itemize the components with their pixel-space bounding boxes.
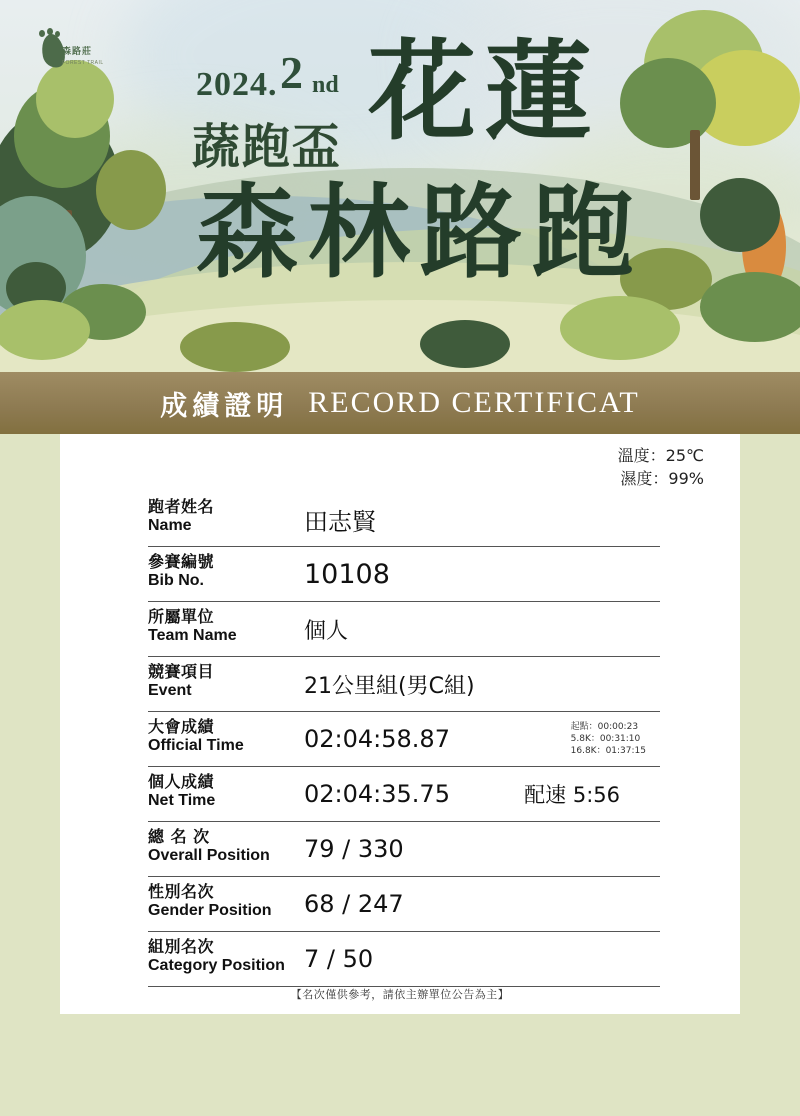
field-row-bib — [148, 547, 660, 602]
field-label-en: Bib No. — [148, 572, 204, 589]
field-label — [148, 663, 298, 705]
event-value: 21公里組(男C組) — [304, 673, 475, 699]
humidity-value: 濕度：99% — [620, 469, 704, 489]
field-label — [148, 828, 298, 870]
field-label — [148, 608, 298, 650]
split-16-8k: 16.8K：01:37:15 — [570, 746, 646, 757]
field-label-cn: 性別名次 — [148, 882, 215, 902]
field-label-en: Gender Position — [148, 902, 272, 919]
footnote-text: 【名次僅供參考，請依主辦單位公告為主】 — [290, 988, 510, 1001]
certificate-header-ribbon — [0, 372, 800, 434]
page-margin-bottom — [0, 1014, 800, 1116]
weather-conditions — [618, 444, 704, 490]
field-label — [148, 498, 298, 540]
logo-subtext: FOREST TRAIL — [62, 60, 104, 66]
field-label-en: Category Position — [148, 957, 285, 974]
certificate-card — [60, 434, 740, 1014]
pace-value: 配速 5:56 — [524, 783, 620, 807]
field-row-overall-position — [148, 822, 660, 877]
field-row-category-position — [148, 932, 660, 987]
field-label-en: Team Name — [148, 627, 237, 644]
field-row-official-time — [148, 712, 660, 767]
field-row-gender-position — [148, 877, 660, 932]
runner-name-value: 田志賢 — [304, 507, 376, 536]
event-banner — [0, 0, 800, 372]
banner-title — [0, 0, 800, 372]
field-row-name — [148, 492, 660, 547]
field-label-en: Event — [148, 682, 192, 699]
overall-position-value: 79 / 330 — [304, 835, 404, 863]
field-label-cn: 組別名次 — [148, 937, 215, 957]
bib-number-value: 10108 — [304, 558, 390, 590]
field-row-net-time — [148, 767, 660, 822]
official-time-value: 02:04:58.87 — [304, 725, 450, 753]
result-fields-list — [148, 492, 660, 987]
field-label-cn: 總 名 次 — [148, 827, 210, 847]
field-label — [148, 553, 298, 595]
field-label-en: Official Time — [148, 737, 244, 754]
field-label — [148, 773, 298, 815]
event-title-line2: 森林路跑 — [196, 174, 644, 293]
field-label — [148, 718, 298, 760]
field-row-event — [148, 657, 660, 712]
field-label-en: Name — [148, 517, 192, 534]
ribbon-title-en: RECORD CERTIFICAT — [308, 386, 640, 419]
field-label-cn: 所屬單位 — [148, 607, 215, 627]
field-label — [148, 938, 298, 980]
event-cup-name: 蔬跑盃 — [192, 119, 343, 175]
field-label-cn: 競賽項目 — [148, 662, 215, 682]
net-time-value: 02:04:35.75 — [304, 780, 450, 808]
field-label — [148, 883, 298, 925]
field-label-cn: 參賽編號 — [148, 552, 215, 572]
field-label-en: Overall Position — [148, 847, 270, 864]
field-label-cn: 跑者姓名 — [148, 497, 215, 517]
split-start: 起點：00:00:23 — [570, 721, 639, 732]
split-5-8k: 5.8K：00:31:10 — [570, 733, 641, 744]
category-position-value: 7 / 50 — [304, 945, 374, 973]
event-year: 2024. — [196, 66, 278, 103]
field-label-cn: 個人成績 — [148, 772, 215, 792]
event-title-line1: 花蓮 — [368, 30, 601, 155]
temperature-value: 溫度：25℃ — [617, 446, 704, 465]
gender-position-value: 68 / 247 — [304, 890, 404, 918]
event-ordinal-number: 2 — [280, 47, 303, 98]
team-name-value: 個人 — [304, 618, 349, 644]
field-label-cn: 大會成績 — [148, 717, 215, 737]
split-times — [571, 721, 660, 757]
field-row-team — [148, 602, 660, 657]
event-ordinal-suffix: nd — [312, 72, 339, 98]
ribbon-title-cn: 成績證明 — [160, 390, 289, 422]
logo-text: 森路莊 — [62, 47, 93, 57]
field-label-en: Net Time — [148, 792, 216, 809]
